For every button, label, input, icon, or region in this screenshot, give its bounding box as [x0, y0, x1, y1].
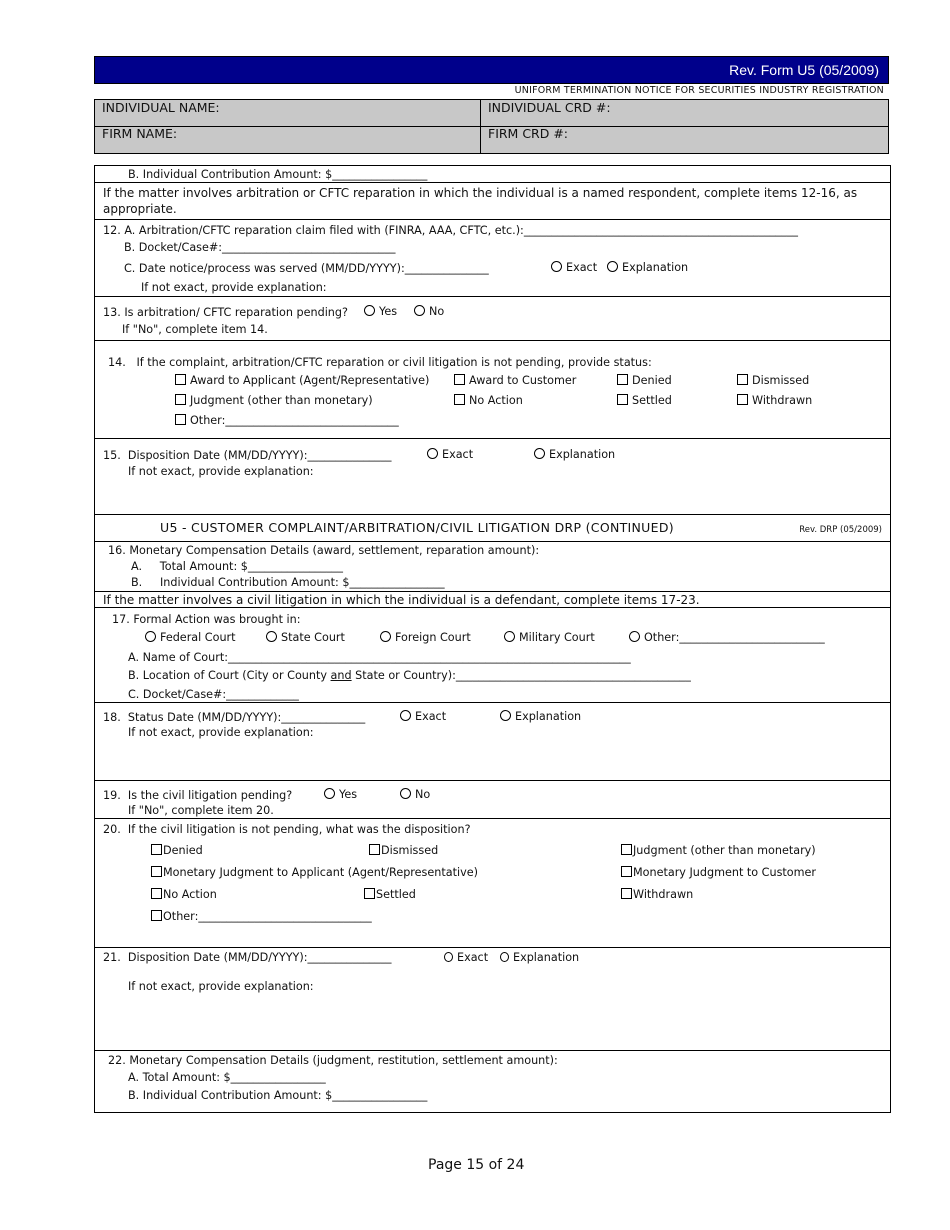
radio-icon[interactable]: [607, 261, 618, 272]
q14-other[interactable]: Other:_______________________________: [175, 414, 399, 428]
question-12: [94, 219, 891, 297]
identity-grid: [94, 99, 889, 154]
q14-award-customer[interactable]: Award to Customer: [454, 374, 576, 388]
q16-question: 16. Monetary Compensation Details (award, settlement, reparation amount):: [108, 544, 540, 557]
q14-question: 14. If the complaint, arbitration/CFTC reparation or civil litigation is not pending, provide status:: [108, 356, 652, 369]
q12-b[interactable]: B. Docket/Case#:_______________________________: [124, 241, 396, 254]
q15-note: If not exact, provide explanation:: [128, 465, 314, 478]
question-19: [94, 780, 891, 819]
q18-note: If not exact, provide explanation:: [128, 726, 314, 739]
q17-court-name[interactable]: A. Name of Court:________________________________________________________________________: [128, 651, 631, 664]
radio-icon[interactable]: [444, 952, 453, 962]
individual-crd-label[interactable]: INDIVIDUAL CRD #:: [488, 100, 611, 115]
q21-explanation-option[interactable]: Explanation: [500, 951, 579, 965]
question-15: [94, 438, 891, 515]
civil-instruction: [94, 591, 891, 608]
radio-icon[interactable]: [504, 631, 515, 642]
q19-no-option[interactable]: No: [400, 788, 430, 802]
checkbox-icon[interactable]: [151, 866, 162, 877]
checkbox-icon[interactable]: [364, 888, 375, 899]
checkbox-icon[interactable]: [151, 910, 162, 921]
radio-icon[interactable]: [324, 788, 335, 799]
radio-icon[interactable]: [414, 305, 425, 316]
radio-icon[interactable]: [145, 631, 156, 642]
question-13: [94, 296, 891, 341]
arbitration-instruction: If the matter involves arbitration or CFTC reparation in which the individual is a named respondent, complete items 12-16, as appropriate.: [94, 182, 891, 220]
section-11b: [94, 165, 891, 183]
q19-yes-option[interactable]: Yes: [324, 788, 357, 802]
q20-judgment[interactable]: Judgment (other than monetary): [621, 844, 816, 858]
radio-icon[interactable]: [427, 448, 438, 459]
checkbox-icon[interactable]: [737, 394, 748, 405]
q17-docket[interactable]: C. Docket/Case#:_____________: [128, 688, 299, 701]
q22-total-amount[interactable]: A. Total Amount: $_________________: [128, 1071, 326, 1084]
q12-exact-option[interactable]: Exact: [551, 261, 597, 275]
q22-question: 22. Monetary Compensation Details (judgment, restitution, settlement amount):: [108, 1054, 558, 1067]
question-20: [94, 818, 891, 948]
checkbox-icon[interactable]: [175, 374, 186, 385]
q13-yes-option[interactable]: Yes: [364, 305, 397, 319]
form-title: Rev. Form U5 (05/2009): [729, 62, 879, 78]
q17-foreign-court[interactable]: Foreign Court: [380, 631, 471, 645]
radio-icon[interactable]: [364, 305, 375, 316]
radio-icon[interactable]: [380, 631, 391, 642]
q21-exact-option[interactable]: Exact: [444, 951, 488, 965]
q21-note: If not exact, provide explanation:: [128, 980, 314, 993]
radio-icon[interactable]: [400, 788, 411, 799]
individual-name-label[interactable]: INDIVIDUAL NAME:: [102, 100, 220, 115]
question-14: [94, 340, 891, 439]
question-17: [94, 607, 891, 703]
drp-continued-header: [94, 514, 891, 542]
radio-icon[interactable]: [534, 448, 545, 459]
question-21: [94, 947, 891, 1051]
question-22: [94, 1050, 891, 1113]
q14-withdrawn[interactable]: Withdrawn: [737, 394, 812, 408]
q17-court-location[interactable]: B. Location of Court (City or County and State or Country):__________________________________________: [128, 669, 691, 682]
radio-icon[interactable]: [400, 710, 411, 721]
q17-federal-court[interactable]: Federal Court: [145, 631, 236, 645]
checkbox-icon[interactable]: [621, 866, 632, 877]
q20-dismissed[interactable]: Dismissed: [369, 844, 438, 858]
checkbox-icon[interactable]: [737, 374, 748, 385]
question-16: [94, 541, 891, 592]
q20-other[interactable]: Other:_______________________________: [151, 910, 372, 924]
firm-name-label[interactable]: FIRM NAME:: [102, 126, 178, 141]
q19-question: 19. Is the civil litigation pending?: [103, 789, 293, 802]
checkbox-icon[interactable]: [175, 414, 186, 425]
radio-icon[interactable]: [500, 952, 509, 962]
drp-rev: Rev. DRP (05/2009): [799, 525, 882, 535]
q13-no-option[interactable]: No: [414, 305, 444, 319]
q15-exact-option[interactable]: Exact: [427, 448, 473, 462]
q14-judgment[interactable]: Judgment (other than monetary): [175, 394, 373, 408]
checkbox-icon[interactable]: [151, 844, 162, 855]
q15-question[interactable]: 15. Disposition Date (MM/DD/YYYY):_______________: [103, 449, 392, 462]
q12-a[interactable]: 12. A. Arbitration/CFTC reparation claim filed with (FINRA, AAA, CFTC, etc.):_________________________________________________: [103, 224, 798, 237]
q20-denied[interactable]: Denied: [151, 844, 203, 858]
q20-withdrawn[interactable]: Withdrawn: [621, 888, 693, 902]
q16-total-amount[interactable]: A. Total Amount: $_________________: [131, 560, 343, 573]
checkbox-icon[interactable]: [151, 888, 162, 899]
civil-instruction-text: If the matter involves a civil litigation in which the individual is a defendant, complete items 17-23.: [103, 593, 700, 607]
radio-icon[interactable]: [500, 710, 511, 721]
q14-denied[interactable]: Denied: [617, 374, 672, 388]
q18-explanation-option[interactable]: Explanation: [500, 710, 581, 724]
q17-other[interactable]: Other:__________________________: [629, 631, 825, 645]
q20-mj-customer[interactable]: Monetary Judgment to Customer: [621, 866, 816, 880]
checkbox-icon[interactable]: [617, 394, 628, 405]
q17-question: 17. Formal Action was brought in:: [112, 613, 301, 626]
form-subtitle: UNIFORM TERMINATION NOTICE FOR SECURITIES INDUSTRY REGISTRATION: [514, 85, 884, 96]
q20-settled[interactable]: Settled: [364, 888, 416, 902]
q18-exact-option[interactable]: Exact: [400, 710, 446, 724]
q13-question: 13. Is arbitration/ CFTC reparation pending?: [103, 306, 348, 319]
checkbox-icon[interactable]: [175, 394, 186, 405]
form-header-bar: [94, 56, 889, 84]
q14-no-action[interactable]: No Action: [454, 394, 523, 408]
q14-settled[interactable]: Settled: [617, 394, 672, 408]
question-18: [94, 702, 891, 781]
radio-icon[interactable]: [551, 261, 562, 272]
q14-award-applicant[interactable]: Award to Applicant (Agent/Representative): [175, 374, 429, 388]
checkbox-icon[interactable]: [617, 374, 628, 385]
q19-note: If "No", complete item 20.: [128, 804, 274, 817]
firm-crd-label[interactable]: FIRM CRD #:: [488, 126, 569, 141]
q16-contribution[interactable]: B. Individual Contribution Amount: $_________________: [131, 576, 445, 589]
q20-no-action[interactable]: No Action: [151, 888, 217, 902]
checkbox-icon[interactable]: [369, 844, 380, 855]
q17-military-court[interactable]: Military Court: [504, 631, 595, 645]
q13-note: If "No", complete item 14.: [122, 323, 268, 336]
radio-icon[interactable]: [266, 631, 277, 642]
q15-explanation-option[interactable]: Explanation: [534, 448, 615, 462]
q20-mj-applicant[interactable]: Monetary Judgment to Applicant (Agent/Representative): [151, 866, 478, 880]
q21-question[interactable]: 21. Disposition Date (MM/DD/YYYY):_______________: [103, 951, 392, 964]
q22-contribution[interactable]: B. Individual Contribution Amount: $_________________: [128, 1089, 428, 1102]
q14-dismissed[interactable]: Dismissed: [737, 374, 809, 388]
checkbox-icon[interactable]: [454, 374, 465, 385]
page-number: Page 15 of 24: [428, 1157, 525, 1173]
q17-state-court[interactable]: State Court: [266, 631, 345, 645]
checkbox-icon[interactable]: [454, 394, 465, 405]
q12-c[interactable]: C. Date notice/process was served (MM/DD/YYYY):_______________: [124, 262, 489, 275]
q18-question[interactable]: 18. Status Date (MM/DD/YYYY):_______________: [103, 711, 366, 724]
q20-question: 20. If the civil litigation is not pending, what was the disposition?: [103, 823, 471, 836]
individual-contribution-11b[interactable]: B. Individual Contribution Amount: $_________________: [128, 168, 428, 181]
radio-icon[interactable]: [629, 631, 640, 642]
q12-explanation-option[interactable]: Explanation: [607, 261, 688, 275]
checkbox-icon[interactable]: [621, 844, 632, 855]
q12-note: If not exact, provide explanation:: [141, 281, 327, 294]
drp-title: U5 - CUSTOMER COMPLAINT/ARBITRATION/CIVIL LITIGATION DRP (CONTINUED): [160, 520, 674, 535]
checkbox-icon[interactable]: [621, 888, 632, 899]
